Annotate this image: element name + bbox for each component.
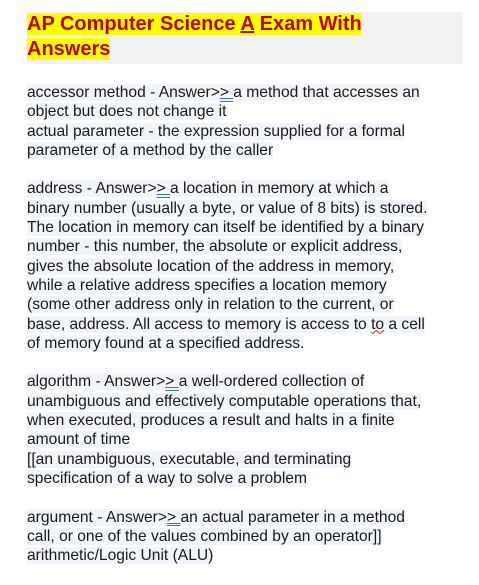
- entry-line: [27, 392, 467, 411]
- entry-text: actual parameter - the expression supplied for a formal: [27, 122, 405, 140]
- answer-marker: >: [166, 508, 181, 526]
- entry-text: [[an unambiguous, executable, and terminating: [27, 450, 352, 468]
- entry-text: while a relative address specifies a location memory: [27, 276, 387, 294]
- entry-line: [27, 199, 467, 218]
- entry-text: The location in memory can itself be identified by a binary: [27, 219, 424, 237]
- title-line-2: [27, 37, 463, 62]
- entry-line: [27, 102, 467, 121]
- entry-line: [27, 218, 467, 237]
- entry-text: when executed, produces a result and halts in a finite: [27, 412, 395, 430]
- spellcheck-word: to: [371, 315, 385, 333]
- answer-marker: >: [156, 180, 171, 198]
- entry-text: call, or one of the values combined by an operator]]: [27, 527, 382, 545]
- answer-marker: >: [165, 373, 179, 391]
- entry-text: specification of a way to solve a problem: [27, 469, 307, 487]
- document-page: [27, 12, 467, 585]
- title-text: Answers: [27, 38, 111, 60]
- entry-line: [27, 315, 467, 334]
- title-text-underlined: A: [240, 13, 255, 35]
- glossary-entry: [27, 372, 467, 488]
- entry-text: (some other address only in relation to the current, or: [27, 296, 394, 314]
- title-text: Exam With: [254, 13, 362, 35]
- entry-line: [27, 527, 467, 546]
- entry-text: a method that accesses an: [233, 84, 420, 101]
- entry-line: [27, 372, 467, 391]
- entry-text: parameter of a method by the caller: [27, 141, 274, 159]
- entry-line: [27, 450, 467, 469]
- entry-text: a location in memory at which a: [170, 180, 389, 198]
- entry-term: address - Answer>: [27, 180, 157, 198]
- entry-text: of memory found at a specified address.: [27, 334, 305, 352]
- entry-term: argument - Answer>: [27, 508, 167, 526]
- entry-term: accessor method - Answer>: [27, 84, 220, 101]
- entry-line: [27, 469, 467, 488]
- glossary-entry: [27, 508, 467, 566]
- entry-line: [27, 83, 467, 102]
- title-text: AP Computer Science: [27, 13, 241, 35]
- entry-text: a cell: [384, 315, 425, 333]
- entry-line: [27, 411, 467, 430]
- entry-text: arithmetic/Logic Unit (ALU): [27, 547, 214, 565]
- entry-text: binary number (usually a byte, or value of 8 bits) is stored.: [27, 199, 428, 217]
- entry-line: [27, 430, 467, 449]
- entry-line: [27, 295, 467, 314]
- entry-text: amount of time: [27, 431, 131, 449]
- entry-line: [27, 546, 467, 565]
- entry-line: [27, 237, 467, 256]
- title-line-1: [27, 12, 463, 37]
- glossary-entry: [27, 179, 467, 353]
- entry-text: object but does not change it: [27, 103, 227, 121]
- entry-line: [27, 141, 467, 160]
- entry-text: a well-ordered collection of: [178, 373, 365, 391]
- entry-text: an actual parameter in a method: [180, 508, 405, 526]
- entry-line: [27, 508, 467, 527]
- entry-line: [27, 257, 467, 276]
- entry-text: base, address. All access to memory is access to: [27, 315, 372, 333]
- entry-term: algorithm - Answer>: [27, 373, 166, 391]
- answer-marker: >: [219, 84, 234, 101]
- entry-line: [27, 122, 467, 141]
- glossary-entry: [27, 83, 467, 160]
- entry-text: number - this number, the absolute or explicit address,: [27, 238, 403, 256]
- entry-text: gives the absolute location of the address in memory,: [27, 257, 395, 275]
- document-title: [27, 12, 463, 64]
- entry-text: unambiguous and effectively computable operations that,: [27, 392, 422, 410]
- entry-line: [27, 276, 467, 295]
- entry-line: [27, 334, 467, 353]
- entry-line: [27, 179, 467, 198]
